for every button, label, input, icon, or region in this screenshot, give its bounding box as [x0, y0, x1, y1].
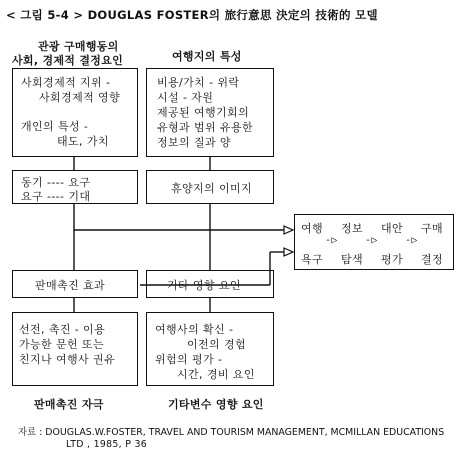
footer-promotion-stimulus: 판매촉진 자극 — [34, 398, 104, 411]
other-factors-box — [146, 270, 274, 298]
resort-image-box — [146, 170, 274, 204]
other-line-4: 시간, 경비 요인 — [177, 368, 255, 381]
socio-line-5: 태도, 가치 — [57, 135, 109, 148]
other-factors-label: 기타 영향 요인 — [167, 279, 241, 292]
promo-line-3: 친지나 여행사 권유 — [19, 353, 116, 366]
left-header-line-1: 관광 구매행동의 — [38, 40, 119, 53]
promotion-effect-label: 판매촉진 효과 — [35, 279, 106, 292]
decision-step-eval: 평가 — [381, 253, 404, 266]
motive-box — [12, 170, 138, 204]
other-line-1: 여행사의 확신 - — [155, 323, 234, 336]
decision-step-alt: 대안 — [381, 222, 404, 235]
motive-line-1: 동기 ---- 요구 — [21, 176, 91, 189]
motive-line-2: 요구 ---- 기대 — [21, 190, 91, 203]
decision-step-travel: 여행 — [301, 222, 324, 235]
socio-line-4: 개인의 특성 - — [21, 120, 89, 133]
figure-title: < 그림 5-4 > DOUGLAS FOSTER의 旅行意思 決定의 技術的 모델 — [6, 8, 378, 22]
decision-step-search: 탐색 — [341, 253, 364, 266]
dest-line-1: 비용/가치 - 위락 — [157, 76, 240, 89]
other-line-2: 이전의 경험 — [187, 338, 247, 351]
decision-step-purchase: 구매 — [421, 222, 444, 235]
right-header: 여행지의 특성 — [172, 50, 242, 63]
socio-line-2: 사회경제적 영향 — [39, 91, 121, 104]
destination-box — [146, 68, 274, 157]
dest-line-2: 시설 - 자원 — [157, 91, 214, 104]
dest-line-5: 정보의 질과 양 — [157, 136, 231, 149]
decision-arrow-3: -▷ — [405, 235, 418, 246]
promotion-effect-box — [12, 270, 138, 298]
footer-other-variables: 기타변수 영향 요인 — [168, 398, 264, 411]
decision-arrow-2: -▷ — [365, 235, 378, 246]
decision-step-need: 욕구 — [301, 253, 324, 266]
decision-arrow-1: -▷ — [325, 235, 338, 246]
other-line-3: 위험의 평가 - — [155, 353, 223, 366]
decision-process-box — [294, 214, 454, 270]
socio-line-1: 사회경제적 지위 - — [21, 76, 111, 89]
decision-step-info: 정보 — [341, 222, 364, 235]
other-detail-box — [146, 312, 274, 386]
source-line-2: LTD , 1985, P 36 — [66, 439, 147, 450]
promo-line-2: 가능한 문헌 또는 — [19, 338, 104, 351]
dest-line-4: 유형과 범위 유용한 — [157, 121, 254, 134]
resort-image-label: 휴양지의 이미지 — [171, 182, 253, 195]
arrowhead-decision-2 — [284, 248, 293, 256]
left-header-line-2: 사회, 경제적 결정요인 — [12, 54, 124, 67]
socio-economic-box — [12, 68, 138, 157]
promo-line-1: 선전, 촉진 - 이용 — [19, 323, 106, 336]
arrowhead-decision-1 — [284, 226, 293, 234]
decision-step-decide: 결정 — [421, 253, 444, 266]
dest-line-3: 제공된 여행기회의 — [157, 106, 250, 119]
promotion-detail-box — [12, 312, 138, 386]
source-line-1: 자료 : DOUGLAS.W.FOSTER, TRAVEL AND TOURISM MANAGEMENT, MCMILLAN EDUCATIONS — [18, 427, 445, 438]
